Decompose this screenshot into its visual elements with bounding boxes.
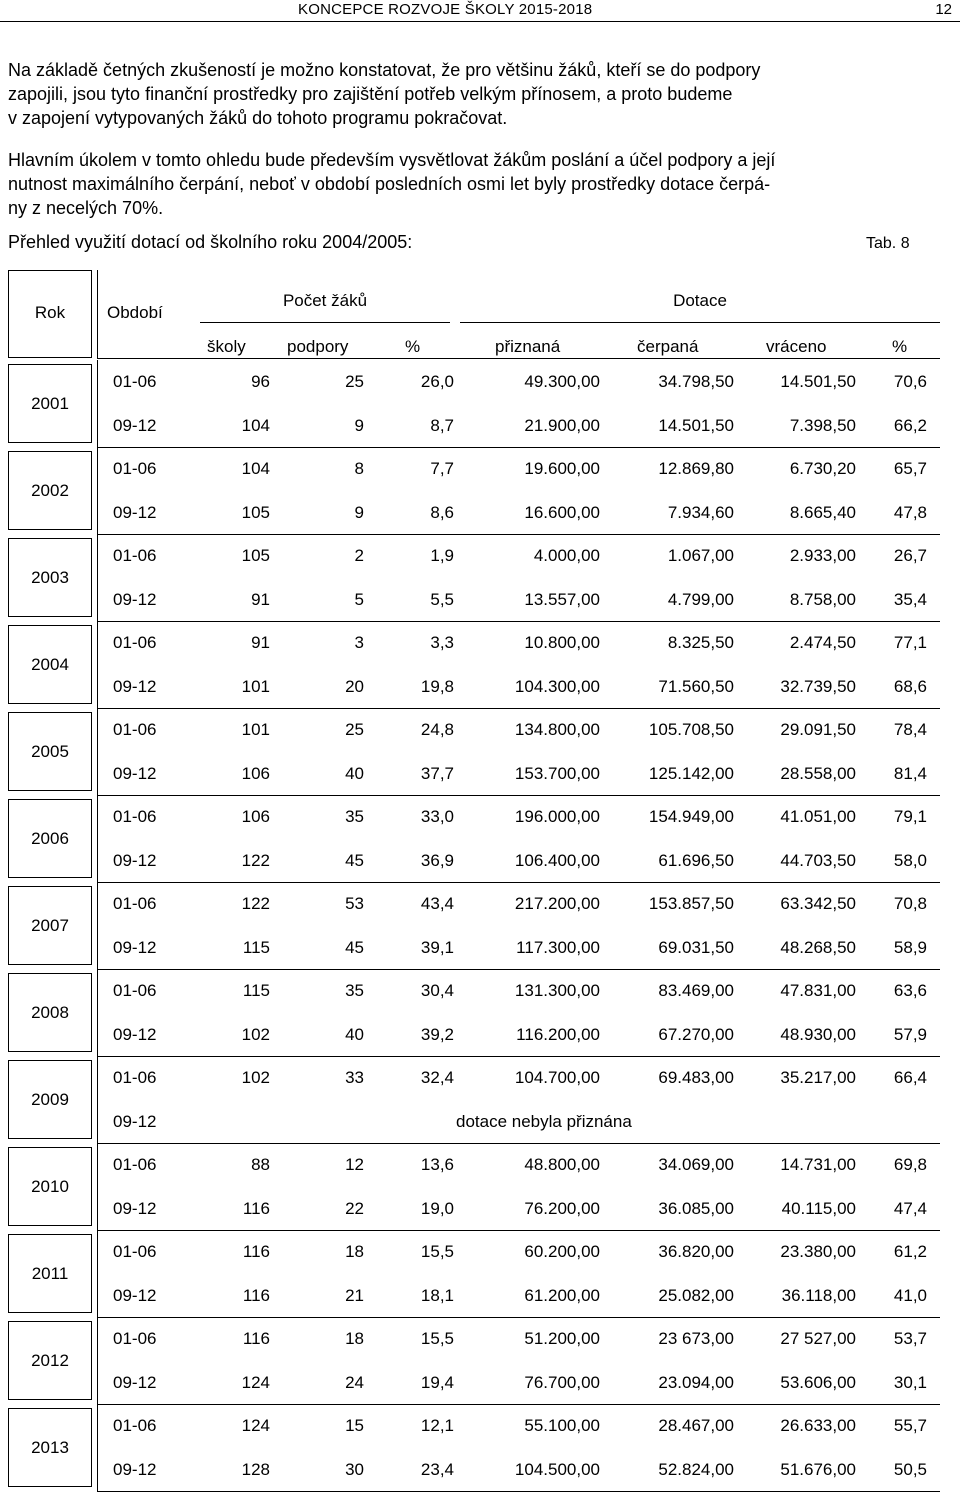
cell-podpory: 45 (345, 937, 364, 957)
cell-pct2: 79,1 (893, 807, 927, 826)
cell-cerpana: 7.934,60 (667, 502, 734, 522)
cell-skoly: 105 (241, 502, 270, 522)
row-divider-horizontal (97, 882, 940, 883)
cell-podpory: 8 (354, 459, 364, 478)
cell-podpory: 21 (345, 1285, 364, 1305)
cell-pct: 33,0 (420, 807, 454, 826)
cell-skoly: 104 (241, 459, 270, 478)
cell-cerpana: 36.820,00 (658, 1242, 734, 1261)
cell-cerpana: 1.067,00 (667, 546, 734, 565)
cell-skoly: 116 (242, 1285, 270, 1305)
cell-skoly: 115 (242, 981, 270, 1000)
row-divider-vertical (97, 1317, 98, 1404)
year-label: 2004 (31, 654, 69, 674)
cell-pct: 19,8 (420, 676, 454, 696)
cell-cerpana: 153.857,50 (648, 894, 734, 913)
row-divider-horizontal (97, 1317, 940, 1318)
cell-priznana: 60.200,00 (524, 1242, 600, 1261)
header-underline (200, 322, 450, 323)
cell-podpory: 22 (345, 1198, 364, 1218)
cell-skoly: 101 (241, 676, 270, 696)
cell-obdobi: 09-12 (113, 1285, 157, 1305)
cell-pct: 8,7 (430, 415, 454, 435)
cell-skoly: 91 (251, 633, 270, 652)
header-divider (97, 270, 98, 358)
cell-pct: 12,1 (420, 1416, 454, 1435)
cell-obdobi: 09-12 (113, 1111, 157, 1131)
cell-priznana: 48.800,00 (524, 1155, 600, 1174)
cell-vraceno: 48.268,50 (780, 937, 856, 957)
cell-podpory: 15 (345, 1416, 364, 1435)
row-divider-horizontal (97, 1056, 940, 1057)
cell-cerpana: 23 673,00 (658, 1329, 734, 1348)
cell-pct2: 63,6 (893, 981, 927, 1000)
cell-obdobi: 01-06 (113, 1242, 157, 1261)
cell-skoly: 88 (251, 1155, 270, 1174)
cell-obdobi: 09-12 (113, 937, 157, 957)
cell-obdobi: 09-12 (113, 676, 157, 696)
cell-obdobi: 01-06 (113, 894, 157, 913)
cell-obdobi: 01-06 (113, 546, 157, 565)
cell-skoly: 106 (241, 763, 270, 783)
paragraph-line: Na základě četných zkušeností je možno konstatovat, že pro většinu žáků, kteří se do podpory (8, 60, 761, 80)
cell-cerpana: 34.798,50 (658, 372, 734, 391)
cell-cerpana: 14.501,50 (658, 415, 734, 435)
cell-pct: 39,1 (420, 937, 454, 957)
cell-pct2: 66,2 (893, 415, 927, 435)
cell-cerpana: 23.094,00 (658, 1372, 734, 1392)
cell-obdobi: 01-06 (113, 1329, 157, 1348)
cell-podpory: 35 (345, 981, 364, 1000)
paragraph-line: zapojili, jsou tyto finanční prostředky pro zajištění potřeb velkým přínosem, a proto budeme (8, 84, 733, 104)
cell-priznana: 16.600,00 (524, 502, 600, 522)
cell-priznana: 153.700,00 (514, 763, 600, 783)
row-divider-horizontal (97, 534, 940, 535)
cell-podpory: 18 (345, 1242, 364, 1261)
cell-vraceno: 36.118,00 (781, 1285, 856, 1305)
cell-obdobi: 01-06 (113, 807, 157, 826)
cell-pct: 3,3 (430, 633, 454, 652)
cell-skoly: 102 (241, 1024, 270, 1044)
cell-pct2: 30,1 (893, 1372, 927, 1392)
cell-cerpana: 61.696,50 (658, 850, 734, 870)
row-divider-vertical (97, 1404, 98, 1491)
cell-skoly: 116 (242, 1242, 270, 1261)
cell-skoly: 116 (242, 1329, 270, 1348)
cell-pct: 24,8 (420, 720, 454, 739)
cell-pct2: 26,7 (893, 546, 927, 565)
cell-cerpana: 52.824,00 (658, 1459, 734, 1479)
cell-obdobi: 01-06 (113, 720, 157, 739)
cell-pct: 26,0 (420, 372, 454, 391)
year-label: 2013 (31, 1437, 69, 1457)
cell-pct2: 47,8 (893, 502, 927, 522)
cell-pct2: 77,1 (893, 633, 927, 652)
cell-vraceno: 44.703,50 (780, 850, 856, 870)
cell-vraceno: 8.665,40 (789, 502, 856, 522)
cell-priznana: 51.200,00 (524, 1329, 600, 1348)
cell-obdobi: 09-12 (113, 415, 157, 435)
cell-priznana: 196.000,00 (514, 807, 600, 826)
cell-priznana: 61.200,00 (524, 1285, 600, 1305)
header-priznana: přiznaná (495, 337, 561, 356)
row-divider-vertical (97, 621, 98, 708)
paragraph-line: ny z necelých 70%. (8, 198, 164, 218)
year-label: 2010 (31, 1176, 69, 1196)
cell-obdobi: 01-06 (113, 633, 157, 652)
cell-obdobi: 01-06 (113, 1155, 157, 1174)
cell-pct: 19,0 (420, 1198, 454, 1218)
row-divider-vertical (97, 969, 98, 1056)
cell-skoly: 105 (241, 546, 270, 565)
cell-vraceno: 26.633,00 (780, 1416, 856, 1435)
cell-podpory: 33 (345, 1068, 364, 1087)
cell-pct2: 68,6 (893, 676, 927, 696)
table-number: Tab. 8 (866, 235, 910, 252)
cell-cerpana: 4.799,00 (667, 589, 734, 609)
cell-cerpana: 69.483,00 (658, 1068, 734, 1087)
cell-pct2: 58,0 (893, 850, 927, 870)
cell-pct2: 66,4 (893, 1068, 927, 1087)
row-divider-horizontal (97, 1143, 940, 1144)
year-label: 2007 (31, 915, 69, 935)
cell-priznana: 117.300,00 (516, 937, 600, 957)
cell-podpory: 20 (345, 676, 364, 696)
cell-podpory: 40 (345, 1024, 364, 1044)
cell-pct: 5,5 (430, 589, 454, 609)
cell-pct2: 55,7 (893, 1416, 927, 1435)
paragraph-line: v zapojení vytypovaných žáků do tohoto programu pokračovat. (8, 108, 508, 128)
paragraph-line: nutnost maximálního čerpání, neboť v období posledních osmi let byly prostředky dotace čerpá- (8, 174, 771, 194)
cell-skoly: 106 (241, 807, 270, 826)
cell-vraceno: 28.558,00 (780, 763, 856, 783)
cell-cerpana: 105.708,50 (648, 720, 734, 739)
cell-pct: 18,1 (420, 1285, 454, 1305)
year-label: 2002 (31, 480, 69, 500)
cell-pct2: 57,9 (893, 1024, 927, 1044)
cell-priznana: 134.800,00 (514, 720, 600, 739)
cell-priznana: 76.700,00 (524, 1372, 600, 1392)
header-rok: Rok (34, 303, 66, 322)
cell-vraceno: 14.731,00 (780, 1155, 856, 1174)
cell-vraceno: 23.380,00 (780, 1242, 856, 1261)
cell-podpory: 18 (345, 1329, 364, 1348)
cell-pct2: 35,4 (893, 589, 927, 609)
cell-priznana: 55.100,00 (524, 1416, 600, 1435)
cell-pct: 32,4 (420, 1068, 454, 1087)
cell-podpory: 53 (345, 894, 364, 913)
cell-skoly: 102 (241, 1068, 270, 1087)
cell-cerpana: 36.085,00 (658, 1198, 734, 1218)
row-divider-vertical (97, 708, 98, 795)
cell-pct2: 58,9 (893, 937, 927, 957)
cell-pct: 43,4 (420, 894, 454, 913)
cell-pct2: 61,2 (893, 1242, 927, 1261)
row-divider-vertical (97, 360, 98, 447)
row-divider-horizontal (97, 1230, 940, 1231)
cell-podpory: 2 (354, 546, 364, 565)
row-divider-vertical (97, 447, 98, 534)
document-title: KONCEPCE ROZVOJE ŠKOLY 2015-2018 (298, 1, 593, 18)
header-podpory: podpory (287, 337, 349, 356)
header-pct-vraceno: % (892, 337, 908, 356)
cell-pct2: 53,7 (893, 1329, 927, 1348)
header-underline (460, 322, 940, 323)
page-number: 12 (935, 1, 952, 18)
cell-priznana: 4.000,00 (533, 546, 600, 565)
cell-pct: 15,5 (420, 1329, 454, 1348)
row-divider-vertical (97, 1143, 98, 1230)
cell-skoly: 124 (241, 1416, 270, 1435)
cell-podpory: 40 (345, 763, 364, 783)
cell-podpory: 25 (345, 372, 364, 391)
cell-vraceno: 29.091,50 (780, 720, 856, 739)
cell-cerpana: 8.325,50 (667, 633, 734, 652)
cell-podpory: 9 (354, 415, 364, 435)
cell-podpory: 24 (345, 1372, 364, 1392)
cell-skoly: 96 (251, 372, 270, 391)
cell-pct2: 69,8 (893, 1155, 927, 1174)
paragraph-line: Hlavním úkolem v tomto ohledu bude především vysvětlovat žákům poslání a účel podpory a její (8, 150, 776, 170)
cell-cerpana: 125.142,00 (648, 763, 734, 783)
cell-priznana: 10.800,00 (524, 633, 600, 652)
cell-cerpana: 67.270,00 (658, 1024, 734, 1044)
cell-vraceno: 48.930,00 (780, 1024, 856, 1044)
cell-pct: 8,6 (430, 502, 454, 522)
cell-obdobi: 09-12 (113, 850, 157, 870)
cell-vraceno: 2.474,50 (789, 633, 856, 652)
cell-obdobi: 01-06 (113, 372, 157, 391)
cell-vraceno: 27 527,00 (780, 1329, 856, 1348)
cell-pct: 30,4 (420, 981, 454, 1000)
cell-obdobi: 01-06 (113, 1416, 157, 1435)
header-dotace: Dotace (673, 291, 727, 310)
header-pocet-zaku: Počet žáků (282, 291, 368, 310)
cell-priznana: 13.557,00 (524, 589, 600, 609)
cell-vraceno: 53.606,00 (780, 1372, 856, 1392)
year-label: 2005 (31, 741, 69, 761)
cell-obdobi: 09-12 (113, 1198, 157, 1218)
cell-obdobi: 09-12 (113, 1024, 157, 1044)
row-divider-vertical (97, 534, 98, 621)
cell-obdobi: 01-06 (113, 459, 157, 478)
cell-pct2: 78,4 (893, 720, 927, 739)
header-bottom-line (97, 358, 940, 359)
cell-skoly: 122 (241, 894, 270, 913)
header-pct: % (405, 337, 421, 356)
row-divider-horizontal (97, 447, 940, 448)
cell-vraceno: 63.342,50 (780, 894, 856, 913)
cell-vraceno: 2.933,00 (789, 546, 856, 565)
cell-vraceno: 47.831,00 (780, 981, 856, 1000)
cell-pct2: 50,5 (893, 1459, 927, 1479)
year-label: 2008 (31, 1002, 69, 1022)
cell-podpory: 9 (354, 502, 364, 522)
cell-cerpana: 28.467,00 (658, 1416, 734, 1435)
cell-pct2: 70,8 (893, 894, 927, 913)
header-cerpana: čerpaná (637, 337, 699, 356)
cell-priznana: 104.300,00 (514, 676, 600, 696)
row-divider-horizontal (97, 708, 940, 709)
cell-pct: 36,9 (420, 850, 454, 870)
cell-skoly: 101 (241, 720, 270, 739)
cell-obdobi: 09-12 (113, 1372, 157, 1392)
cell-skoly: 124 (241, 1372, 270, 1392)
cell-pct: 13,6 (420, 1155, 454, 1174)
cell-pct: 7,7 (430, 459, 454, 478)
row-divider-horizontal (97, 621, 940, 622)
cell-cerpana: 69.031,50 (658, 937, 734, 957)
cell-obdobi: 09-12 (113, 589, 157, 609)
cell-skoly: 122 (241, 850, 270, 870)
header-vraceno: vráceno (766, 337, 827, 356)
cell-podpory: 3 (354, 633, 364, 652)
year-label: 2009 (31, 1089, 69, 1109)
cell-podpory: 45 (345, 850, 364, 870)
cell-obdobi: 01-06 (113, 1068, 157, 1087)
cell-cerpana: 83.469,00 (658, 981, 734, 1000)
cell-skoly: 91 (251, 589, 270, 609)
cell-priznana: 104.500,00 (514, 1459, 600, 1479)
cell-podpory: 30 (345, 1459, 364, 1479)
cell-vraceno: 40.115,00 (781, 1198, 856, 1218)
row-divider-vertical (97, 1056, 98, 1143)
cell-note: dotace nebyla přiznána (456, 1111, 632, 1131)
cell-skoly: 116 (242, 1198, 270, 1218)
cell-priznana: 106.400,00 (514, 850, 600, 870)
cell-priznana: 116.200,00 (516, 1024, 600, 1044)
cell-skoly: 128 (241, 1459, 270, 1479)
year-label: 2003 (31, 567, 69, 587)
cell-vraceno: 35.217,00 (780, 1068, 856, 1087)
cell-pct2: 41,0 (893, 1285, 927, 1305)
cell-priznana: 131.300,00 (514, 981, 600, 1000)
cell-vraceno: 41.051,00 (780, 807, 856, 826)
cell-priznana: 104.700,00 (514, 1068, 600, 1087)
cell-pct2: 47,4 (893, 1198, 927, 1218)
cell-obdobi: 09-12 (113, 1459, 157, 1479)
cell-podpory: 25 (345, 720, 364, 739)
cell-pct2: 81,4 (893, 763, 927, 783)
row-divider-horizontal (97, 1404, 940, 1405)
year-label: 2006 (31, 828, 69, 848)
cell-vraceno: 6.730,20 (789, 459, 856, 478)
cell-cerpana: 34.069,00 (658, 1155, 734, 1174)
cell-vraceno: 14.501,50 (780, 372, 856, 391)
cell-skoly: 115 (242, 937, 270, 957)
cell-podpory: 12 (345, 1155, 364, 1174)
row-divider-vertical (97, 1230, 98, 1317)
cell-obdobi: 09-12 (113, 502, 157, 522)
cell-priznana: 217.200,00 (514, 894, 600, 913)
cell-obdobi: 01-06 (113, 981, 157, 1000)
cell-obdobi: 09-12 (113, 763, 157, 783)
cell-cerpana: 25.082,00 (658, 1285, 734, 1305)
cell-podpory: 35 (345, 807, 364, 826)
cell-priznana: 76.200,00 (524, 1198, 600, 1218)
year-label: 2012 (31, 1350, 69, 1370)
row-divider-horizontal (97, 969, 940, 970)
row-divider-vertical (97, 882, 98, 969)
cell-cerpana: 12.869,80 (658, 459, 734, 478)
cell-pct: 1,9 (430, 546, 454, 565)
cell-priznana: 49.300,00 (524, 372, 600, 391)
cell-skoly: 104 (241, 415, 270, 435)
row-divider-vertical (97, 795, 98, 882)
row-divider-horizontal (97, 795, 940, 796)
header-obdobi: Období (107, 303, 163, 322)
cell-pct: 39,2 (420, 1024, 454, 1044)
year-label: 2001 (31, 393, 69, 413)
cell-priznana: 19.600,00 (524, 459, 600, 478)
table-caption: Přehled využití dotací od školního roku 2004/2005: (8, 232, 413, 252)
header-skoly: školy (207, 337, 246, 356)
cell-vraceno: 51.676,00 (780, 1459, 856, 1479)
cell-pct2: 70,6 (893, 372, 927, 391)
cell-cerpana: 71.560,50 (658, 676, 734, 696)
cell-pct2: 65,7 (893, 459, 927, 478)
cell-pct: 37,7 (420, 763, 454, 783)
cell-pct: 23,4 (420, 1459, 454, 1479)
cell-vraceno: 32.739,50 (780, 676, 856, 696)
cell-cerpana: 154.949,00 (648, 807, 734, 826)
cell-vraceno: 7.398,50 (789, 415, 856, 435)
cell-podpory: 5 (354, 589, 364, 609)
cell-priznana: 21.900,00 (524, 415, 600, 435)
cell-pct: 19,4 (420, 1372, 454, 1392)
year-label: 2011 (31, 1263, 69, 1283)
cell-vraceno: 8.758,00 (789, 589, 856, 609)
cell-pct: 15,5 (420, 1242, 454, 1261)
